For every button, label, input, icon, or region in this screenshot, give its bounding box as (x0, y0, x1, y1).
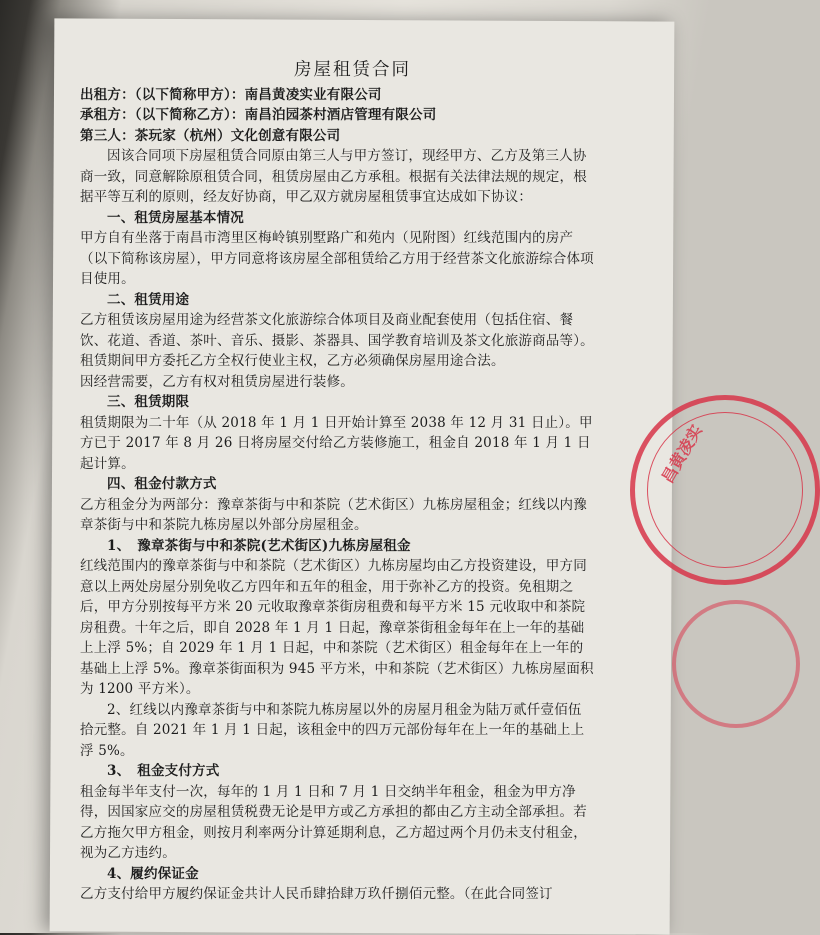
section-2-paragraph-1: 乙方租赁该房屋用途为经营茶文化旅游综合体项目及商业配套使用（包括住宿、餐饮、花道、香道、茶叶、音乐、摄影、茶器具、国学教育培训及茶文化旅游商品等）。 (80, 312, 594, 349)
section-heading-1: 一、租赁房屋基本情况 (107, 209, 244, 226)
section-2-paragraph-2: 租赁期间甲方委托乙方全权行使业主权，乙方必须确保房屋用途合法。 (80, 353, 505, 369)
subsection-3-body: 租金每半年支付一次，每年的 1 月 1 日和 7 月 1 日交纳半年租金，租金为甲方净得，因国家应交的房屋租赁税费无论是甲方或乙方承担的都由乙方主动全部承担。若乙方拖欠甲方租金，则按月利率两分计算延期利息，乙方超过两个月仍未支付租金，视为乙方违约。 (80, 783, 587, 861)
document-title: 房屋租赁合同 (294, 60, 411, 80)
company-seal-inner-ring (647, 412, 803, 568)
section-2-paragraph-3: 因经营需要，乙方有权对租赁房屋进行装修。 (80, 373, 354, 390)
subsection-1-heading: 1、 豫章茶街与中和茶院(艺术街区)九栋房屋租金 (107, 537, 411, 554)
section-1-paragraph: 甲方自有坐落于南昌市湾里区梅岭镇别墅路广和苑内（见附图）红线范围内的房产（以下简称该房屋），甲方同意将该房屋全部租赁给乙方用于经营茶文化旅游综合体项目使用。 (80, 230, 594, 287)
subsection-1-body: 红线范围内的豫章茶街与中和茶院（艺术街区）九栋房屋均由乙方投资建设，甲方同意以上两处房屋分别免收乙方四年和五年的租金，用于弥补乙方的投资。免租期之后，甲方分别按每平方米 20 元收取豫章茶街房租费和每平方米 15 元收取中和茶院房租费。十年之后，即自 2028 年 1 月 1 日起，豫章茶街租金每年在上一年的基础上上浮 5%；自 2029 年 1 月 1 日起，中和茶院（艺术街区）租金每年在上一年的基础上上浮 5%。豫章茶街面积为 945 平方米，中和茶院（艺术街区）九栋房屋面积为 1200 平方米）。 (80, 558, 594, 697)
section-heading-4: 四、租金付款方式 (107, 476, 217, 492)
subsection-4-heading: 4、履约保证金 (107, 865, 199, 882)
subsection-3-heading: 3、 租金支付方式 (107, 763, 220, 779)
contract-content (80, 60, 595, 905)
section-4-paragraph: 乙方租金分为两部分：豫章茶街与中和茶院（艺术街区）九栋房屋租金；红线以内豫章茶街与中和茶院九栋房屋以外部分房屋租金。 (80, 496, 587, 533)
subsection-4-body: 乙方支付给甲方履约保证金共计人民币肆拾肆万玖仟捌佰元整。（在此合同签订 (80, 886, 553, 902)
company-seal (630, 395, 820, 585)
preamble: 因该合同项下房屋租赁合同原由第三人与甲方签订，现经甲方、乙方及第三人协商一致，同意解除原租赁合同，租赁房屋由乙方承租。根据有关法律法规的规定，根据平等互利的原则，经友好协商，甲乙双方就房屋租赁事宜达成如下协议： (80, 148, 587, 205)
seal-partial (672, 600, 800, 728)
section-heading-3: 三、租赁期限 (107, 394, 190, 410)
party-third: 第三人：茶玩家（杭州）文化创意有限公司 (80, 127, 341, 144)
section-3-paragraph: 租赁期限为二十年（从 2018 年 1 月 1 日开始计算至 2038 年 12 月 31 日止）。甲方已于 2017 年 8 月 26 日将房屋交付给乙方装修施工，租金自 2018 年 1 月 1 日起计算。 (80, 414, 593, 472)
party-lessor: 出租方：（以下简称甲方）：南昌黄凌实业有限公司 (80, 86, 382, 103)
party-lessee: 承租方：（以下简称乙方）：南昌泊园茶村酒店管理有限公司 (80, 107, 437, 123)
section-heading-2: 二、租赁用途 (107, 291, 190, 308)
seal-text: 昌黄凌实 (657, 421, 707, 487)
subsection-2-body: 2、红线以内豫章茶街与中和茶院九栋房屋以外的房屋月租金为陆万贰仟壹佰伍拾元整。自 2021 年 1 月 1 日起，该租金中的四万元部份每年在上一年的基础上上浮 5%。 (80, 701, 585, 759)
